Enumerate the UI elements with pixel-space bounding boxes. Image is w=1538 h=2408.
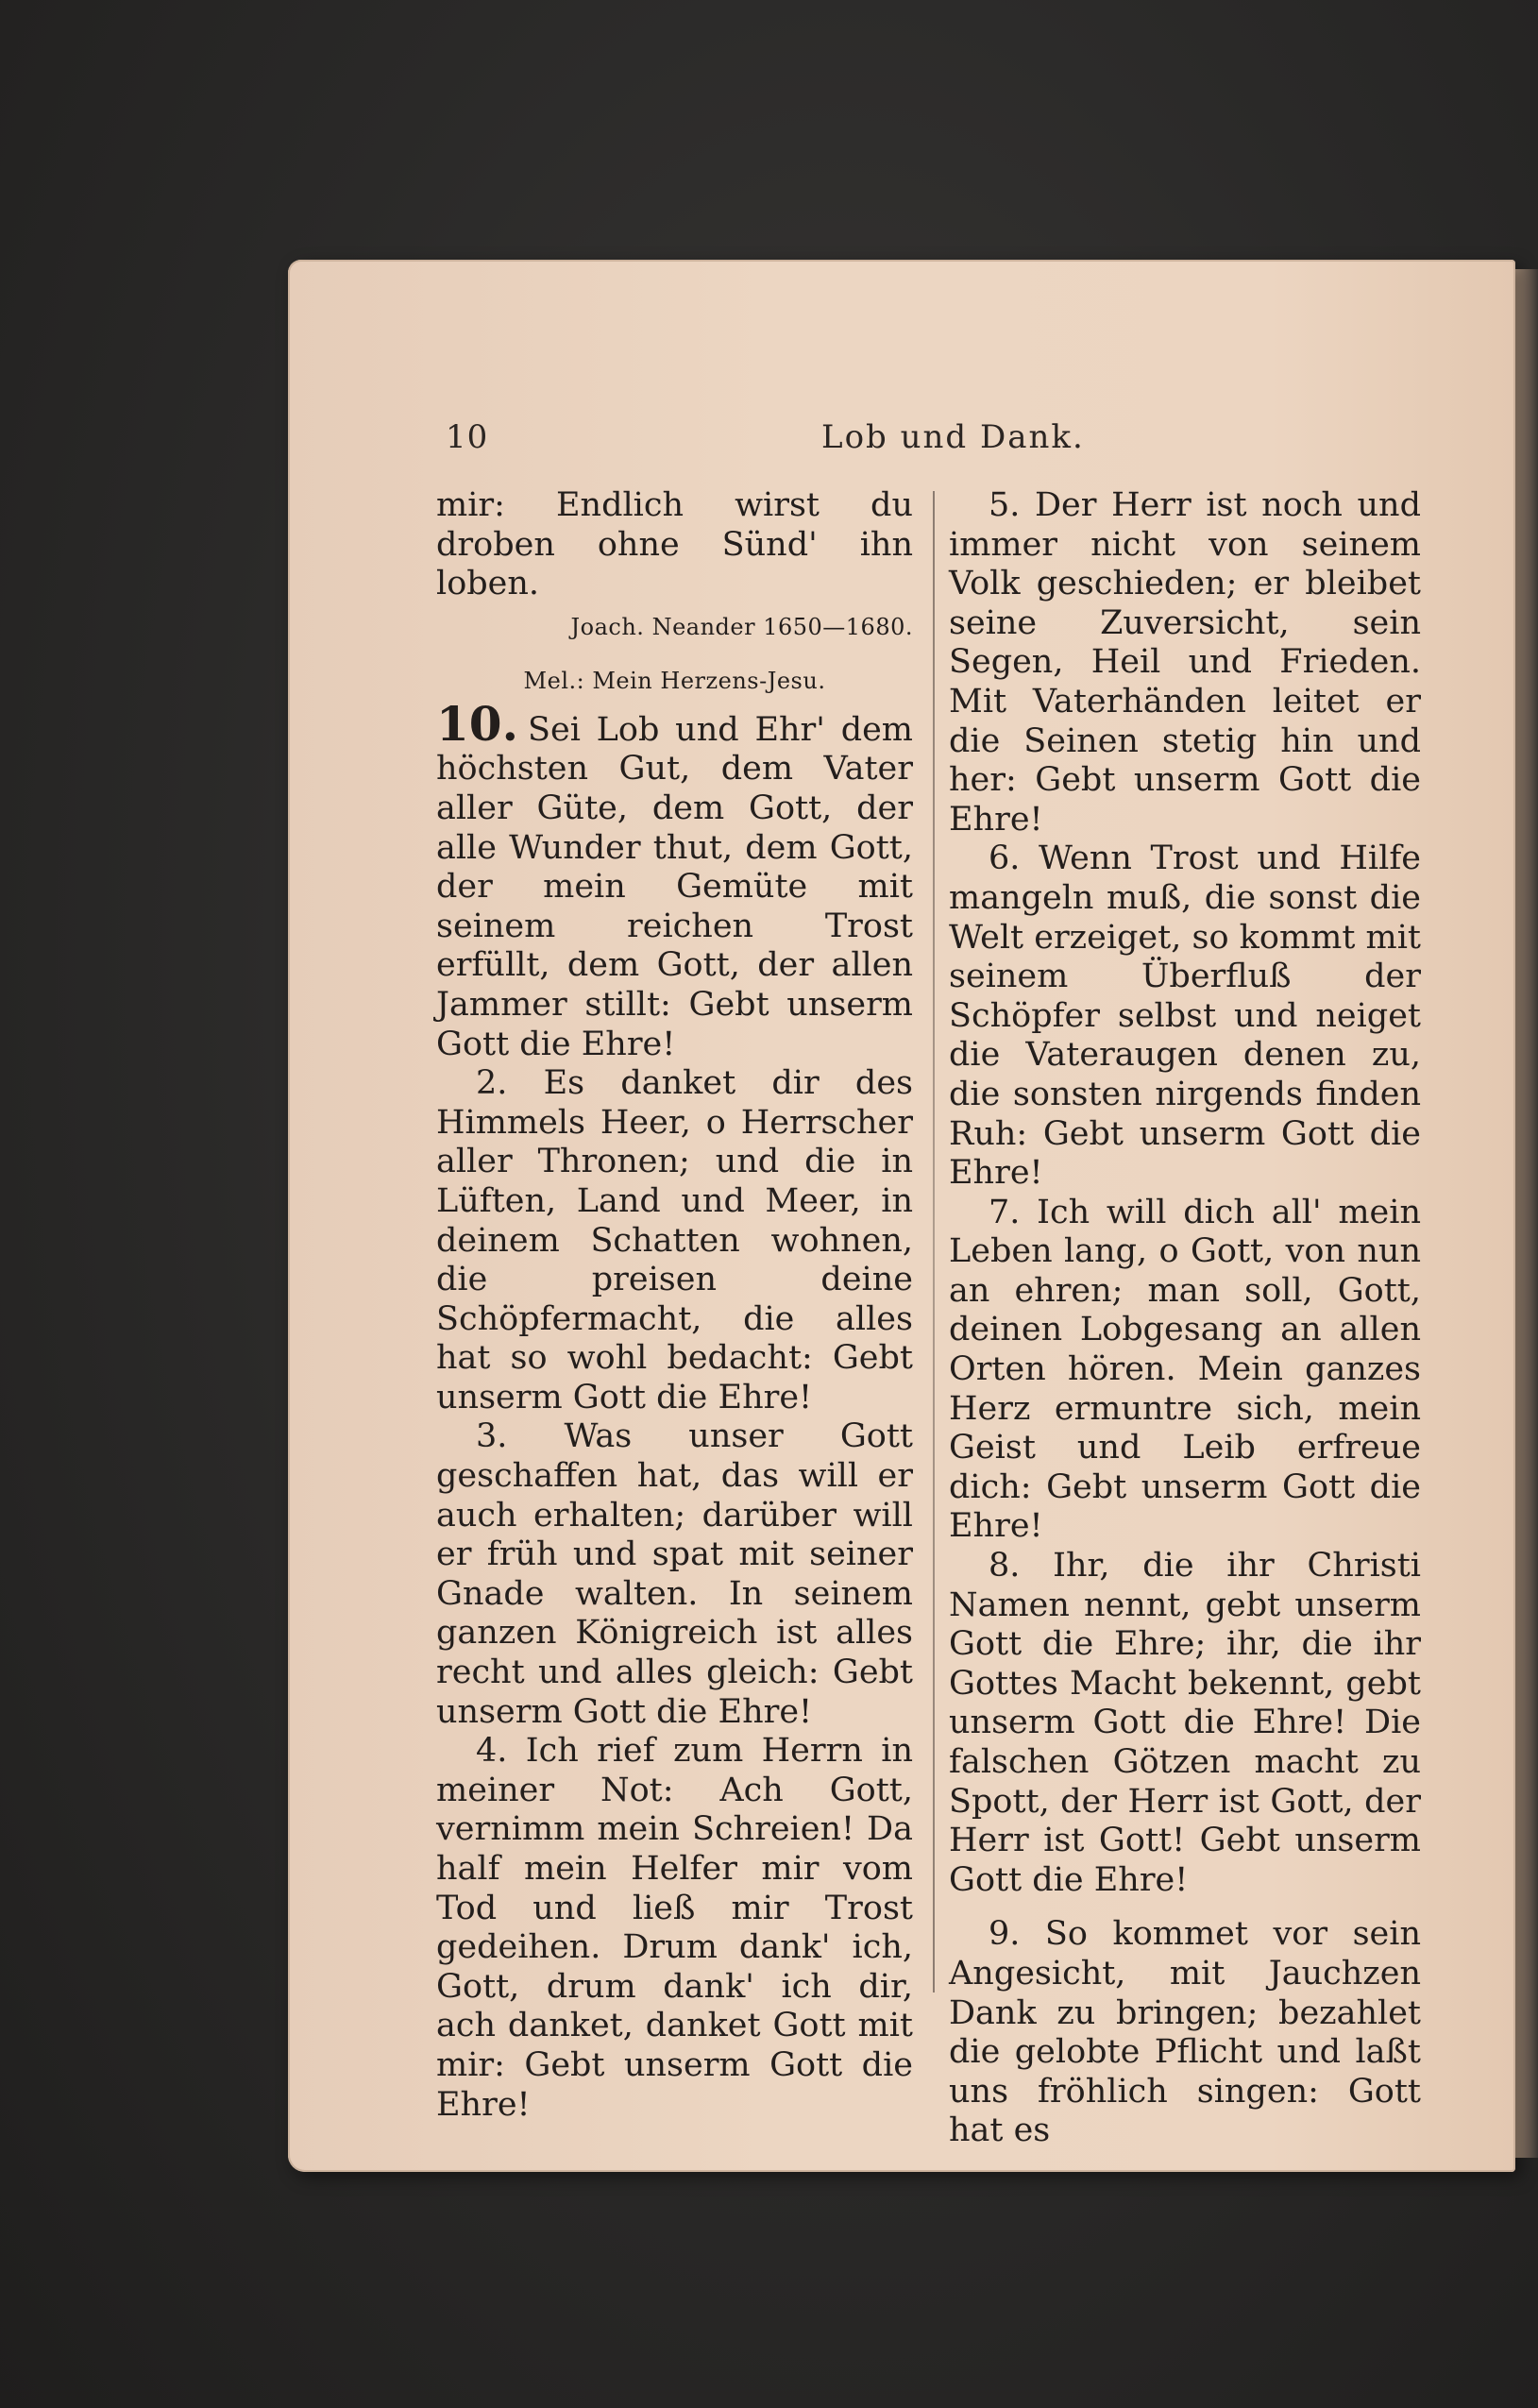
verse-1 (436, 695, 913, 1064)
melody-note: Mel.: Mein Herzens-Jesu. (523, 667, 826, 694)
page-number: 10 (446, 418, 489, 456)
verse-8: 8. Ihr, die ihr Christi Namen nennt, gebt unserm Gott die Ehre; ihr, die ihr Gottes Macht bekennt, gebt unserm Gott die Ehre! Die falschen Götzen macht zu Spott, der Herr ist Gott, der Herr ist Gott! Gebt unserm Gott die Ehre! (949, 1547, 1421, 1899)
hymn-number: 10. (436, 695, 518, 752)
author-attribution: Joach. Neander 1650—1680. (570, 613, 913, 640)
verse-7: 7. Ich will dich all' mein Leben lang, o Gott, von nun an ehren; man soll, Gott, deinen Lobgesang an allen Orten hören. Mein ganzes Herz ermuntre sich, mein Geist und Leib erfreue dich: Gebt unserm Gott die Ehre! (949, 1193, 1421, 1546)
verse-9: 9. So kommet vor sein Angesicht, mit Jauchzen Dank zu bringen; bezahlet die gelobte Pflicht und laßt uns fröhlich singen: Gott hat es (949, 1915, 1421, 2150)
verse-spacer (949, 1900, 1421, 1915)
verse-2: 2. Es danket dir des Himmels Heer, o Herrscher aller Thronen; und die in Lüften, Land und Meer, in deinem Schatten wohnen, die preisen deine Schöpfermacht, die alles hat so wohl bedacht: Gebt unserm Gott die Ehre! (436, 1064, 913, 1416)
verse-1-text: Sei Lob und Ehr' dem höchsten Gut, dem Vater aller Güte, dem Gott, der alle Wunder thut, dem Gott, der mein Gemüte mit seinem reichen Trost erfüllt, dem Gott, der allen Jammer stillt: Gebt unserm Gott die Ehre! (436, 710, 913, 1063)
continuation-text: mir: Endlich wirst du droben ohne Sünd' ihn loben. (436, 486, 913, 603)
verse-6: 6. Wenn Trost und Hilfe mangeln muß, die sonst die Welt erzeiget, so kommt mit seinem Überfluß der Schöpfer selbst und neiget die Vateraugen denen zu, die sonsten nirgends finden Ruh: Gebt unserm Gott die Ehre! (949, 839, 1421, 1193)
verse-3: 3. Was unser Gott geschaffen hat, das will er auch erhalten; darüber will er früh und spat mit seiner Gnade walten. In seinem ganzen Königreich ist alles recht und alles gleich: Gebt unserm Gott die Ehre! (436, 1417, 913, 1731)
verse-4: 4. Ich rief zum Herrn in meiner Not: Ach Gott, vernimm mein Schreien! Da half mein Helfer mir vom Tod und ließ mir Trost gedeihen. Drum dank' ich, Gott, drum dank' ich dir, ach danket, danket Gott mit mir: Gebt unserm Gott die Ehre! (436, 1732, 913, 2124)
left-column (436, 486, 913, 2125)
column-divider (933, 491, 935, 1993)
running-head: Lob und Dank. (821, 418, 1085, 456)
verse-5: 5. Der Herr ist noch und immer nicht von seinem Volk geschieden; er bleibet seine Zuversicht, sein Segen, Heil und Frieden. Mit Vaterhänden leitet er die Seinen stetig hin und her: Gebt unserm Gott die Ehre! (949, 486, 1421, 839)
right-column (949, 486, 1421, 2151)
